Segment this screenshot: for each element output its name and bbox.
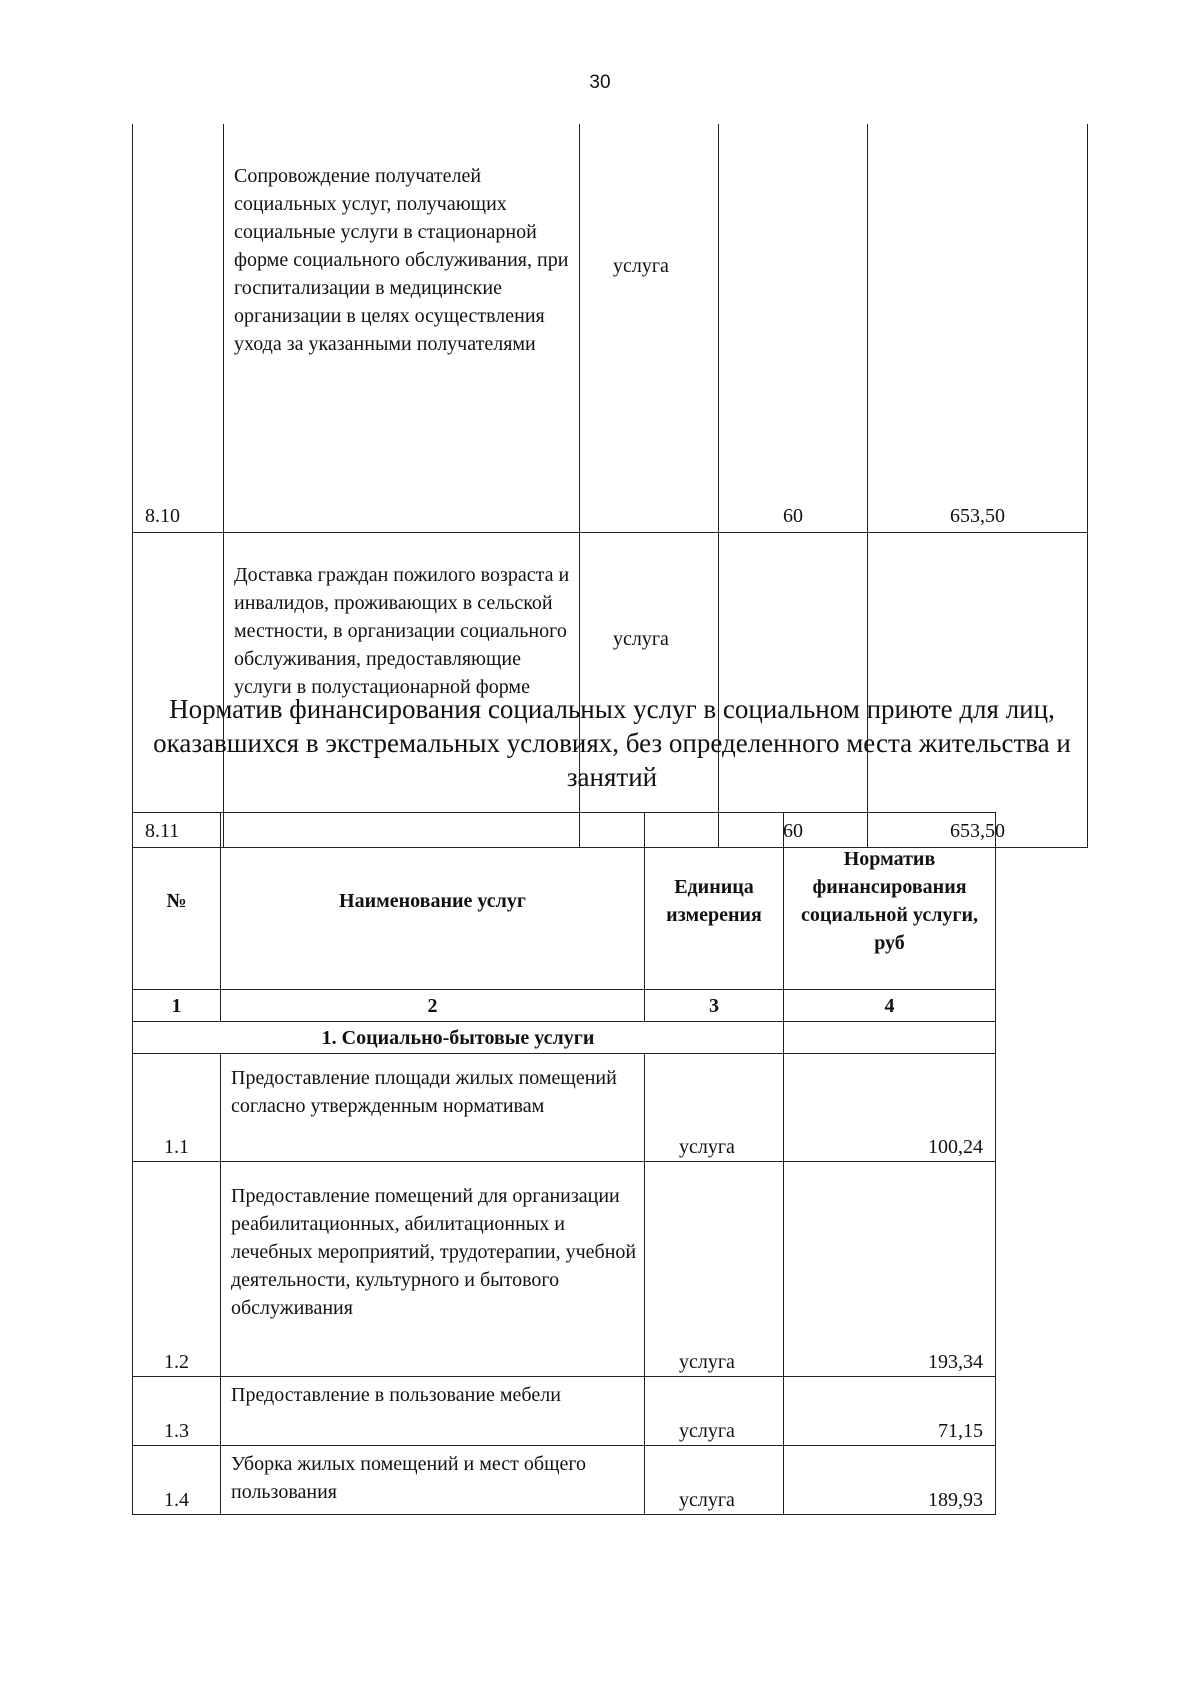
row-number: 8.10 (133, 124, 224, 533)
table-row (133, 1377, 996, 1446)
norm-cell: 653,50 (868, 533, 1088, 848)
norm-cell: 653,50 (868, 124, 1088, 533)
section-title: Норматив финансирования социальных услуг в социальном приюте для лиц, оказавшихся в экстремальных условиях, без определенного места жительства и занятий (153, 694, 1071, 792)
column-index-row (133, 990, 996, 1022)
column-index: 3 (645, 990, 784, 1022)
norm-cell: 189,93 (784, 1446, 996, 1515)
column-index: 2 (221, 990, 645, 1022)
row-number: 1.1 (133, 1054, 221, 1162)
column-header-norm: Норматив финансирования социальной услуги, руб (784, 813, 996, 990)
norm-cell: 193,34 (784, 1162, 996, 1377)
unit-cell: услуга (645, 1054, 784, 1162)
unit-cell: услуга (645, 1377, 784, 1446)
group-label: 1. Социально-бытовые услуги (133, 1022, 784, 1054)
norm-cell: 100,24 (784, 1054, 996, 1162)
column-header-number: № (133, 813, 221, 990)
row-number: 1.4 (133, 1446, 221, 1515)
norm-cell: 71,15 (784, 1377, 996, 1446)
service-name: Предоставление площади жилых помещений согласно утвержденным нормативам (221, 1054, 645, 1162)
column-header-unit: Единица измерения (645, 813, 784, 990)
quantity-cell: 60 (719, 533, 868, 848)
table-row (133, 533, 1088, 848)
unit-cell: услуга (645, 1446, 784, 1515)
norms-table (132, 812, 996, 1515)
service-name: Предоставление помещений для организации реабилитационных, абилитационных и лечебных мероприятий, трудотерапии, учебной деятельности, культурного и бытового обслуживания (221, 1162, 645, 1377)
group-empty-cell (784, 1022, 996, 1054)
row-number: 1.2 (133, 1162, 221, 1377)
service-name: Доставка граждан пожилого возраста и инвалидов, проживающих в сельской местности, в организации социального обслуживания, предоставляющие услуги в полустационарной форме (224, 533, 580, 848)
table-header-row (133, 813, 996, 990)
column-index: 4 (784, 990, 996, 1022)
table-row (133, 124, 1088, 533)
table-row (133, 1162, 996, 1377)
quantity-cell: 60 (719, 124, 868, 533)
table-row (133, 1054, 996, 1162)
service-name: Уборка жилых помещений и мест общего пользования (221, 1446, 645, 1515)
unit-cell: услуга (645, 1162, 784, 1377)
page-number: 30 (589, 72, 611, 93)
column-header-name: Наименование услуг (221, 813, 645, 990)
row-number: 1.3 (133, 1377, 221, 1446)
table-row (133, 1446, 996, 1515)
unit-cell: услуга (580, 533, 719, 848)
group-row (133, 1022, 996, 1054)
service-name: Сопровождение получателей социальных услуг, получающих социальные услуги в стационарной форме социального обслуживания, при госпитализации в медицинские организации в целях осуществления ухода за указанными получателями (224, 124, 580, 533)
unit-cell: услуга (580, 124, 719, 533)
service-name: Предоставление в пользование мебели (221, 1377, 645, 1446)
row-number: 8.11 (133, 533, 224, 848)
column-index: 1 (133, 990, 221, 1022)
